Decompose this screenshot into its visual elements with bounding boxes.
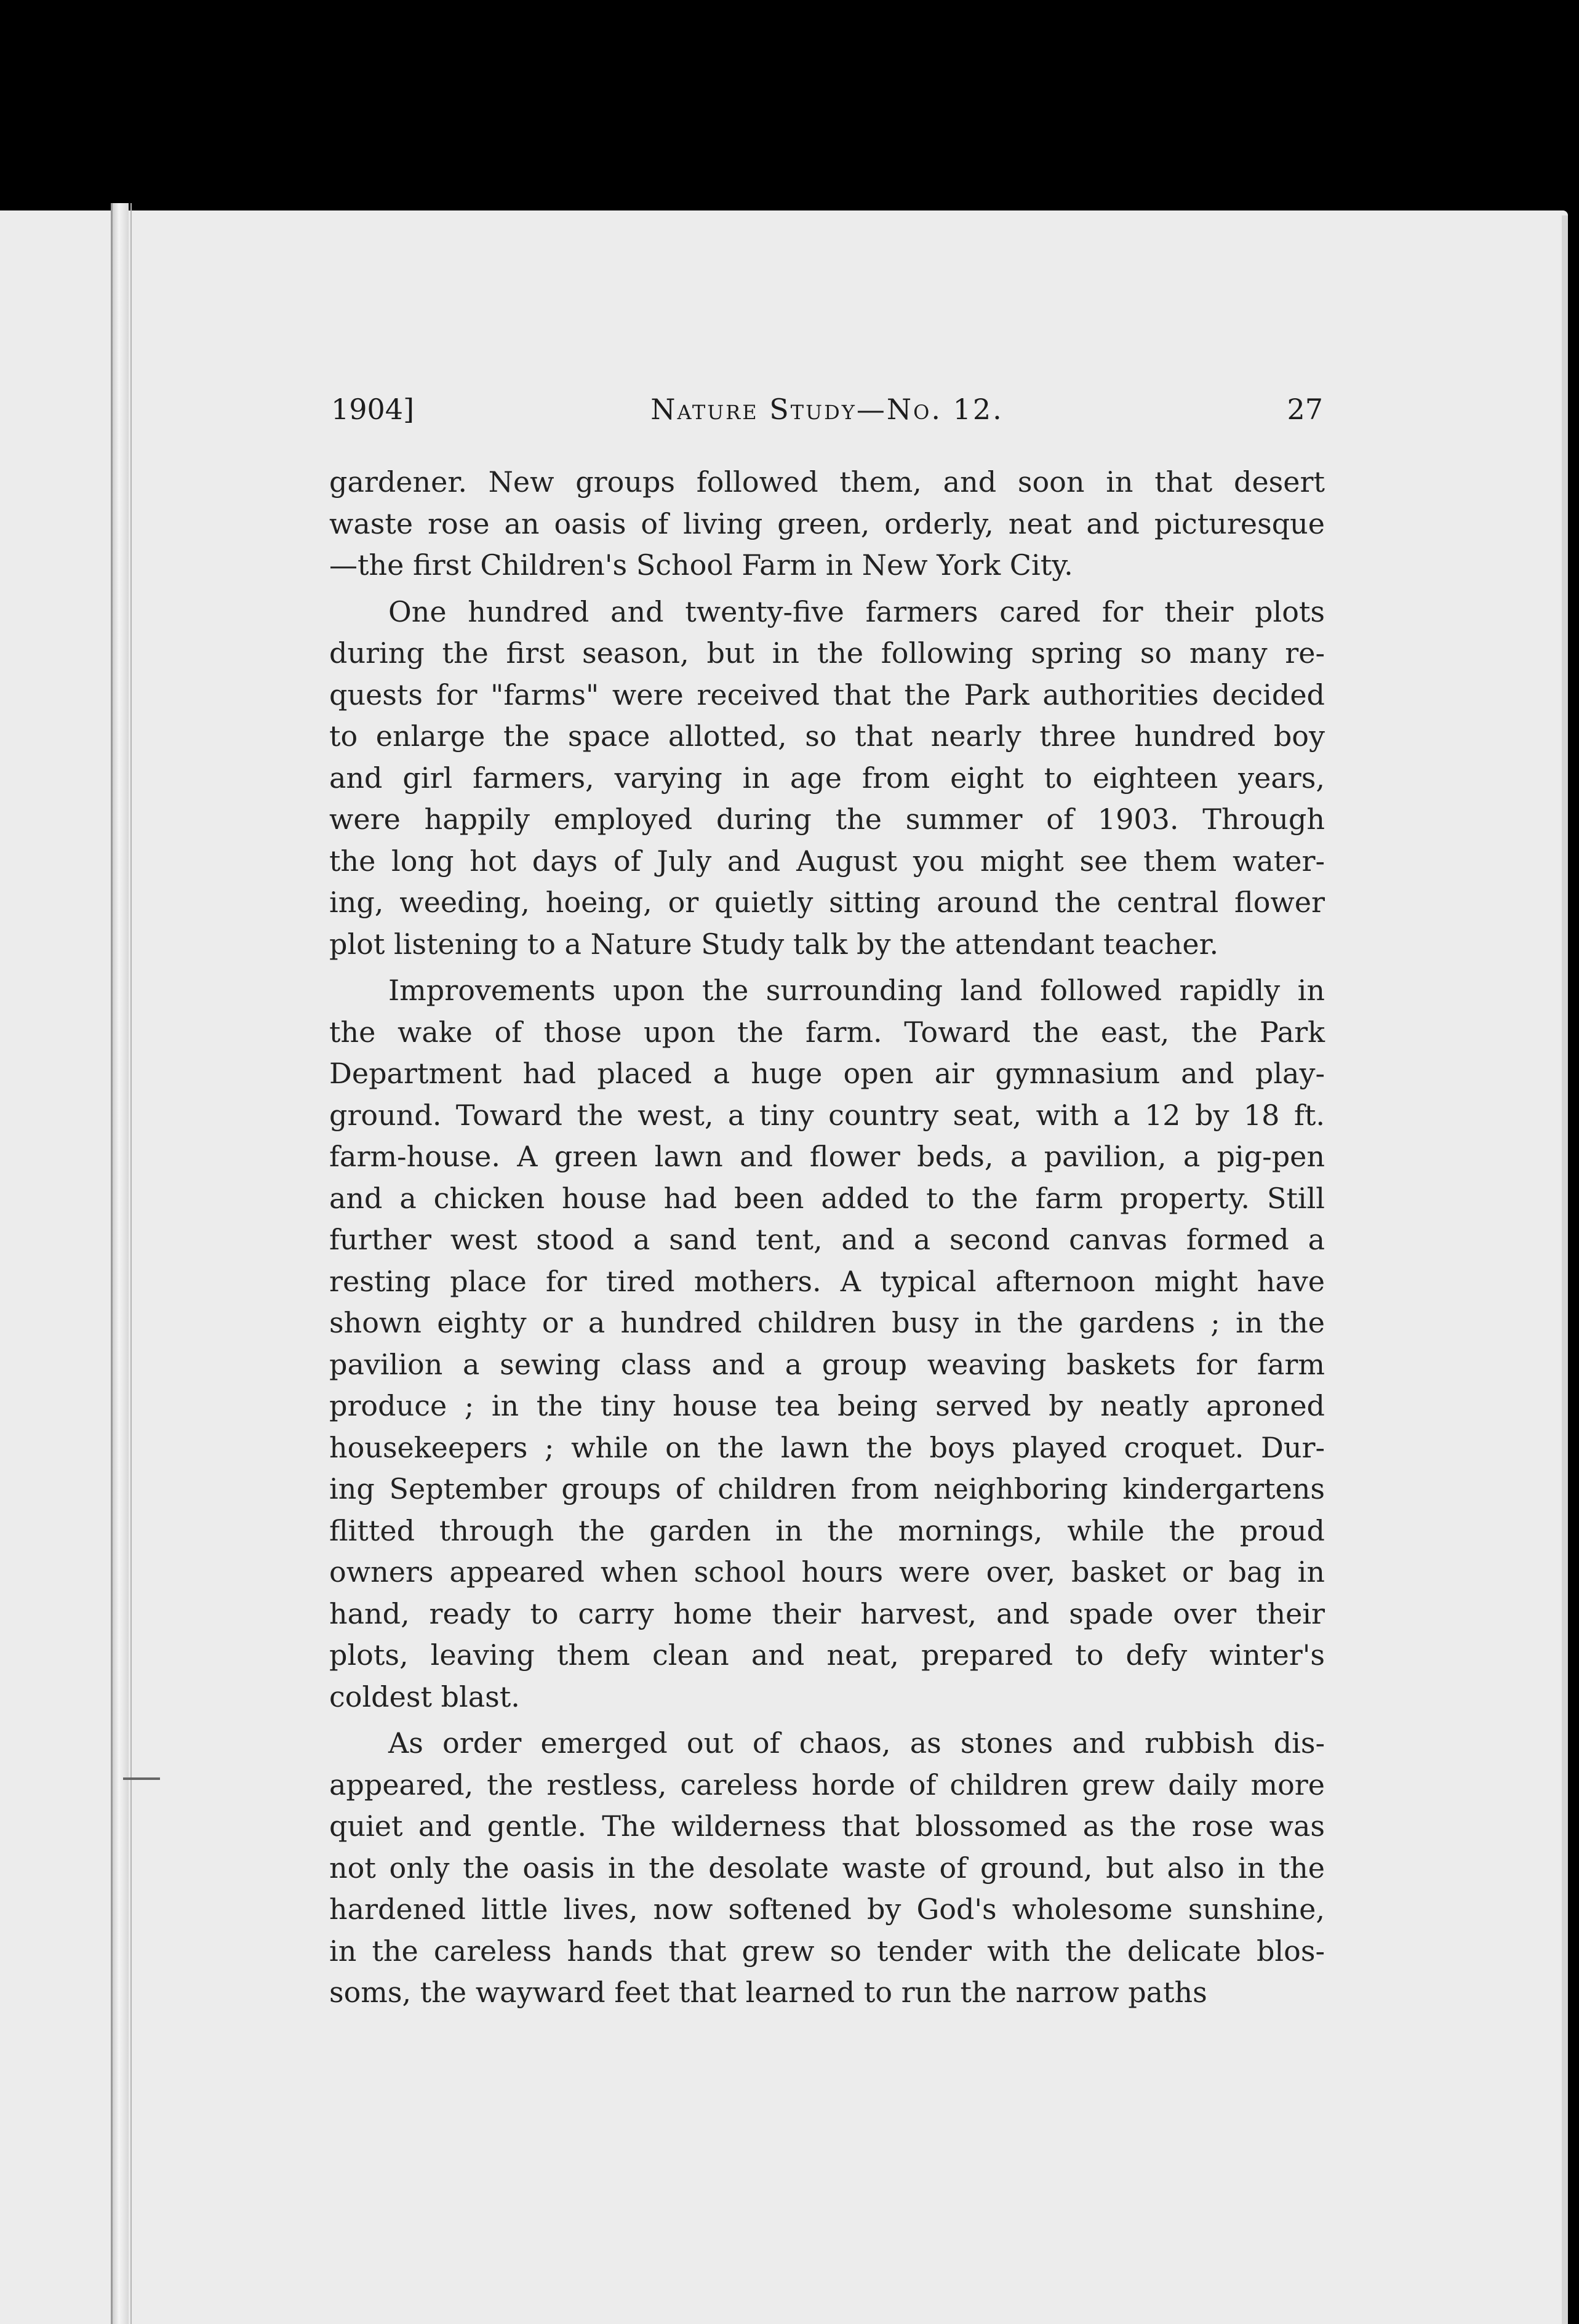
text-line: and a chicken house had been added to the farm property. Still [329,1181,1325,1215]
text-line: ing, weeding, hoeing, or quietly sitting around the central flower [329,886,1325,919]
text-line: waste rose an oasis of living green, orderly, neat and picturesque [329,507,1325,540]
text-line: owners appeared when school hours were over, basket or bag in [329,1555,1325,1589]
paragraph-gap [329,965,1325,970]
text-line: pavilion a sewing class and a group weaving baskets for farm [329,1347,1325,1381]
paragraph [329,970,1325,1718]
text-line: ground. Toward the west, a tiny country seat, with a 12 by 18 ft. [329,1098,1325,1132]
page-edge [1562,215,1568,2324]
text-line: appeared, the restless, careless horde of children grew daily more [329,1768,1325,1801]
text-line: quiet and gentle. The wilderness that blossomed as the rose was [329,1809,1325,1843]
paragraph [329,462,1325,587]
text-line: shown eighty or a hundred children busy in the gardens ; in the [329,1306,1325,1339]
paragraph [329,591,1325,966]
text-line: plot listening to a Nature Study talk by the attendant teacher. [329,927,1219,961]
running-header [331,387,1323,442]
book-gutter [111,203,129,2324]
text-line: the wake of those upon the farm. Toward the east, the Park [329,1015,1325,1049]
text-line: further west stood a sand tent, and a second canvas formed a [329,1223,1325,1256]
text-line: As order emerged out of chaos, as stones and rubbish dis- [388,1726,1325,1760]
header-year: 1904] [331,393,415,426]
paragraph-gap [329,1718,1325,1723]
text-line: ing September groups of children from neighboring kindergartens [329,1472,1325,1505]
text-line: gardener. New groups followed them, and soon in that desert [329,465,1325,499]
text-line: housekeepers ; while on the lawn the boys played croquet. Dur- [329,1430,1325,1464]
text-line: quests for "farms" were received that the Park authorities decided [329,678,1325,711]
text-line: in the careless hands that grew so tender with the delicate blos- [329,1934,1325,1968]
text-line: not only the oasis in the desolate waste of ground, but also in the [329,1851,1325,1885]
text-line: the long hot days of July and August you might see them water- [329,844,1325,878]
text-line: during the first season, but in the following spring so many re- [329,636,1325,670]
text-line: —the first Children's School Farm in New York City. [329,548,1073,582]
text-line: were happily employed during the summer of 1903. Through [329,803,1325,836]
text-line: farm-house. A green lawn and flower beds, a pavilion, a pig-pen [329,1140,1325,1173]
body-text [329,462,1325,2014]
text-line: coldest blast. [329,1680,520,1713]
paragraph-gap [329,587,1325,591]
header-title: Nature Study—No. 12. [650,393,1004,426]
text-line: hardened little lives, now softened by God's wholesome sunshine, [329,1893,1325,1926]
page-number: 27 [1287,393,1323,426]
text-line: and girl farmers, varying in age from eight to eighteen years, [329,761,1325,795]
text-line: hand, ready to carry home their harvest, and spade over their [329,1597,1325,1630]
text-line: to enlarge the space allotted, so that nearly three hundred boy [329,719,1325,753]
text-line: Improvements upon the surrounding land followed rapidly in [388,974,1325,1007]
gutter-line [130,203,132,2324]
text-line: resting place for tired mothers. A typical afternoon might have [329,1264,1325,1298]
text-line: One hundred and twenty-five farmers cared for their plots [388,595,1325,628]
margin-mark [123,1777,160,1780]
text-line: Department had placed a huge open air gymnasium and play- [329,1057,1325,1090]
text-line: soms, the wayward feet that learned to run the narrow paths [329,1976,1207,2009]
text-line: produce ; in the tiny house tea being served by neatly aproned [329,1389,1325,1422]
text-line: plots, leaving them clean and neat, prepared to defy winter's [329,1638,1325,1672]
paragraph [329,1723,1325,2014]
text-line: flitted through the garden in the mornings, while the proud [329,1513,1325,1547]
